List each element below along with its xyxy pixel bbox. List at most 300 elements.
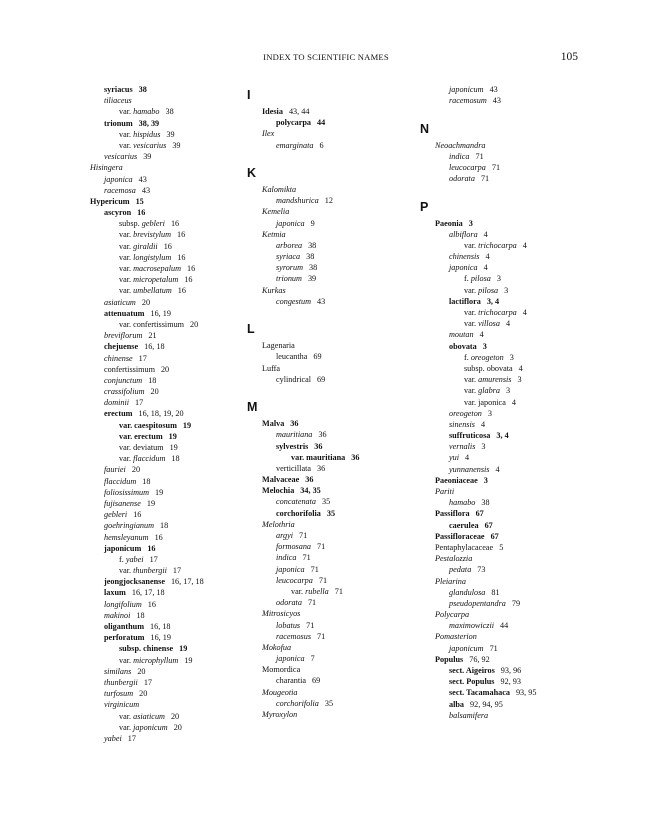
index-entry: [247, 463, 417, 474]
index-entry: [247, 653, 417, 664]
entry-term: Pariti: [435, 487, 455, 496]
entry-term: obovata: [449, 341, 477, 351]
entry-term: var. japonica: [464, 397, 506, 407]
entry-term: japonicum: [449, 85, 484, 94]
index-entry: [247, 664, 417, 675]
index-entry: [420, 318, 580, 329]
entry-term: sect. Aigeiros: [449, 666, 495, 675]
index-column-3: [420, 84, 580, 721]
index-entry: [247, 620, 417, 631]
entry-pages: 3: [487, 408, 492, 418]
spacer: [247, 385, 417, 396]
index-column-2: [247, 84, 417, 720]
entry-term: var. confertissimum: [119, 319, 185, 329]
entry-term: var. deviatum: [119, 443, 164, 452]
entry-term: leucantha: [276, 352, 308, 362]
index-entry: [247, 351, 417, 362]
entry-term: trionum: [276, 274, 302, 284]
entry-term: jeongjocksanense: [104, 577, 165, 587]
entry-pages: 3: [517, 375, 522, 385]
entry-pages: 36: [314, 441, 323, 451]
entry-pages: 17: [149, 554, 158, 564]
entry-term: perforatum: [104, 633, 145, 643]
entry-term: lactiflora: [449, 296, 481, 306]
entry-term: indica: [276, 553, 297, 563]
entry-term: chinense: [104, 353, 133, 363]
entry-term: trionum: [104, 118, 133, 128]
entry-term: polycarpa: [276, 118, 312, 128]
index-entry: [420, 643, 580, 654]
entry-term: conjunctum: [104, 375, 143, 385]
entry-term: japonicum: [104, 543, 142, 553]
entry-term: albiflora: [449, 229, 478, 239]
entry-pages: 20: [160, 364, 170, 374]
entry-term: oreogeton: [449, 408, 482, 418]
entry-term: var. giraldii: [119, 241, 158, 251]
section-letter: I: [247, 88, 251, 102]
entry-term: oliganthum: [104, 622, 145, 631]
index-entry: [247, 240, 417, 251]
index-entry: [75, 476, 240, 487]
index-entry: [420, 151, 580, 162]
index-entry: [247, 508, 417, 519]
entry-pages: 71: [310, 564, 319, 574]
entry-term: var. trichocarpa: [464, 308, 517, 317]
entry-pages: 34, 35: [300, 486, 321, 496]
entry-pages: 16: [163, 241, 172, 251]
entry-term: Polycarpa: [435, 610, 470, 620]
entry-term: pseudopentandra: [449, 598, 506, 608]
index-entry: [75, 207, 240, 218]
entry-pages: 17: [138, 353, 147, 363]
entry-pages: 20: [150, 387, 159, 397]
entry-pages: 44: [317, 118, 326, 128]
entry-term: japonica: [449, 263, 478, 273]
index-entry: [247, 687, 417, 698]
entry-pages: 73: [477, 565, 486, 575]
entry-pages: 9: [310, 218, 315, 228]
index-entry: [247, 564, 417, 575]
entry-pages: 16, 18, 19, 20: [138, 409, 184, 419]
entry-pages: 19: [179, 644, 188, 654]
index-entry: [75, 353, 240, 364]
entry-term: glandulosa: [449, 587, 486, 597]
index-entry: [247, 206, 417, 217]
entry-term: pedata: [449, 565, 472, 575]
index-entry: [75, 95, 240, 106]
entry-term: var. glabra: [464, 386, 500, 396]
page-header: [0, 52, 652, 66]
index-entry: [420, 84, 580, 95]
entry-pages: 12: [324, 196, 333, 206]
entry-term: chinensis: [449, 252, 480, 262]
index-entry: [247, 128, 417, 139]
entry-pages: 44: [500, 621, 509, 631]
entry-pages: 5: [499, 542, 504, 552]
entry-pages: 16: [133, 510, 142, 520]
entry-term: odorata: [276, 598, 302, 608]
entry-pages: 71: [298, 531, 308, 540]
entry-term: gebleri: [104, 510, 128, 520]
entry-term: hemsleyanum: [104, 532, 149, 542]
entry-term: fauriei: [104, 465, 126, 475]
index-entry: [420, 307, 580, 318]
entry-pages: 36: [305, 475, 314, 485]
index-entry: [75, 297, 240, 308]
entry-term: Pleiarina: [435, 576, 466, 586]
entry-term: maximowiczii: [449, 621, 495, 631]
entry-pages: 3: [504, 285, 509, 295]
index-entry: [420, 464, 580, 475]
entry-pages: 38: [306, 252, 315, 262]
index-entry: [75, 330, 240, 341]
entry-term: emarginata: [276, 140, 314, 150]
index-entry: [247, 374, 417, 385]
entry-term: foliosissimum: [104, 487, 150, 497]
index-entry: [75, 431, 240, 442]
index-entry: [247, 296, 417, 307]
entry-pages: 67: [484, 520, 493, 530]
entry-pages: 36: [317, 463, 326, 473]
index-entry: [75, 576, 240, 587]
index-entry: [247, 631, 417, 642]
index-entry: [75, 532, 240, 543]
entry-pages: 4: [495, 464, 500, 474]
entry-pages: 38: [309, 263, 318, 273]
index-entry: [420, 408, 580, 419]
index-entry: [420, 140, 580, 151]
entry-term: chejuense: [104, 342, 139, 352]
entry-term: Mokofua: [262, 642, 292, 652]
index-entry: [420, 262, 580, 273]
entry-pages: 67: [490, 531, 499, 541]
index-entry: [75, 498, 240, 509]
entry-term: goehringianum: [104, 521, 155, 531]
index-entry: [420, 329, 580, 340]
index-entry: [75, 554, 240, 565]
entry-pages: 20: [141, 297, 151, 307]
entry-term: syriacus: [104, 85, 133, 94]
entry-term: var. japonicum: [119, 722, 168, 732]
entry-term: var. rubella: [291, 586, 329, 596]
entry-term: mauritiana: [276, 430, 313, 440]
entry-term: suffruticosa: [449, 431, 491, 441]
index-entry: [75, 722, 240, 733]
index-entry: [75, 319, 240, 330]
index-entry: [420, 419, 580, 430]
entry-term: confertissimum: [104, 364, 155, 374]
entry-term: Ketmia: [262, 229, 286, 239]
index-entry: [420, 273, 580, 284]
entry-pages: 3, 4: [486, 296, 500, 306]
entry-pages: 3: [468, 218, 473, 228]
index-entry: [247, 229, 417, 240]
entry-pages: 92, 94, 95: [470, 699, 503, 709]
entry-pages: 43: [489, 85, 498, 94]
entry-pages: 16: [187, 264, 196, 273]
entry-pages: 16, 17, 18: [170, 577, 204, 587]
entry-pages: 20: [139, 689, 148, 699]
entry-pages: 4: [522, 240, 527, 250]
index-entry: [420, 598, 580, 609]
entry-term: ascyron: [104, 208, 132, 218]
entry-pages: 93, 95: [515, 688, 537, 698]
index-entry: [420, 676, 580, 687]
entry-term: subsp. obovata: [464, 363, 513, 373]
index-entry: [75, 666, 240, 677]
index-entry: [75, 543, 240, 554]
index-entry: [75, 118, 240, 129]
entry-pages: 38: [481, 498, 490, 508]
index-entry: [75, 140, 240, 151]
entry-term: Idesia: [262, 107, 283, 116]
index-entry: [75, 84, 240, 95]
entry-pages: 4: [522, 308, 527, 317]
entry-pages: 20: [190, 319, 199, 329]
entry-term: japonica: [104, 174, 133, 184]
index-entry: [75, 308, 240, 319]
entry-pages: 4: [483, 263, 488, 273]
index-entry: [75, 106, 240, 117]
entry-pages: 3, 4: [496, 431, 509, 441]
index-entry: [75, 677, 240, 688]
entry-term: Paeoniaceae: [435, 475, 478, 485]
entry-term: asiaticum: [104, 297, 136, 307]
section-letter: N: [420, 121, 430, 136]
index-entry: [247, 218, 417, 229]
entry-term: f. yabei: [119, 554, 144, 564]
index-entry: [247, 485, 417, 496]
entry-pages: 71: [491, 162, 501, 172]
entry-term: var. mauritiana: [291, 452, 346, 462]
entry-term: f. pilosa: [464, 274, 491, 284]
entry-pages: 71: [480, 174, 490, 184]
entry-pages: 16: [177, 230, 186, 240]
entry-term: var. erectum: [119, 431, 163, 441]
entry-pages: 81: [491, 587, 500, 597]
section-letter: M: [247, 400, 258, 415]
entry-pages: 71: [334, 586, 343, 596]
entry-pages: 19: [182, 420, 192, 430]
entry-term: indica: [449, 151, 470, 161]
index-entry: [75, 285, 240, 296]
entry-pages: 38: [308, 240, 317, 250]
spacer: [420, 184, 580, 195]
entry-term: thunbergii: [104, 677, 138, 687]
entry-pages: 18: [160, 521, 169, 531]
entry-term: verticillata: [276, 463, 312, 473]
entry-term: alba: [449, 699, 465, 709]
entry-term: turfosum: [104, 689, 134, 699]
entry-pages: 36: [351, 452, 360, 462]
entry-term: vesicarius: [104, 152, 138, 162]
index-entry: [247, 184, 417, 195]
index-entry: [75, 509, 240, 520]
entry-pages: 92, 93: [500, 677, 521, 687]
index-entry: [420, 162, 580, 173]
index-entry: [75, 241, 240, 252]
index-entry: [247, 552, 417, 563]
entry-pages: 39: [143, 152, 152, 162]
entry-term: vernalis: [449, 442, 476, 452]
index-entry: [247, 474, 417, 485]
index-entry: [75, 487, 240, 498]
index-entry: [75, 397, 240, 408]
entry-pages: 7: [310, 654, 315, 664]
entry-term: Passiflora: [435, 509, 470, 519]
entry-pages: 76, 92: [469, 654, 490, 664]
entry-term: var. villosa: [464, 319, 500, 329]
entry-pages: 19: [184, 655, 193, 665]
entry-pages: 3: [483, 475, 488, 485]
entry-term: var. microphyllum: [119, 655, 179, 665]
entry-term: Pestalozzia: [435, 554, 473, 564]
entry-term: yunnanensis: [449, 464, 490, 474]
entry-pages: 3: [482, 341, 487, 351]
index-entry: [420, 95, 580, 106]
entry-pages: 16, 17, 18: [131, 588, 165, 598]
entry-term: Ilex: [262, 129, 275, 139]
entry-term: var. amurensis: [464, 375, 512, 385]
entry-term: Malva: [262, 419, 285, 429]
entry-term: var. thunbergii: [119, 566, 167, 576]
entry-pages: 4: [485, 252, 490, 262]
index-entry: [420, 710, 580, 721]
entry-term: charantia: [276, 676, 306, 686]
index-entry: [75, 688, 240, 699]
entry-term: yabei: [104, 733, 122, 743]
entry-term: formosana: [276, 542, 312, 552]
index-entry: [75, 733, 240, 744]
entry-term: Populus: [435, 654, 464, 664]
entry-term: Kalomikta: [262, 184, 297, 194]
index-entry: [75, 655, 240, 666]
index-entry: [247, 418, 417, 429]
entry-pages: 43: [138, 174, 147, 184]
entry-term: caerulea: [449, 520, 479, 530]
index-entry: [75, 699, 240, 710]
index-entry: [420, 564, 580, 575]
entry-term: Paeonia: [435, 218, 463, 228]
index-entry: [75, 263, 240, 274]
entry-pages: 69: [312, 676, 321, 686]
entry-term: tiliaceus: [104, 96, 132, 106]
index-entry: [247, 285, 417, 296]
index-entry: [420, 385, 580, 396]
entry-term: Lagenaria: [262, 341, 295, 351]
entry-term: japonica: [276, 654, 305, 664]
entry-pages: 67: [475, 509, 484, 519]
entry-term: Momordica: [262, 665, 301, 675]
index-entry: [420, 497, 580, 508]
entry-pages: 19: [155, 487, 164, 497]
entry-pages: 43, 44: [288, 107, 310, 116]
entry-pages: 39: [307, 274, 317, 284]
index-entry: [420, 609, 580, 620]
entry-pages: 20: [173, 722, 182, 732]
entry-pages: 71: [317, 542, 326, 552]
index-entry: [75, 218, 240, 229]
entry-pages: 3: [496, 274, 501, 284]
index-entry: [75, 174, 240, 185]
entry-term: sylvestris: [276, 441, 309, 451]
index-entry: [420, 531, 580, 542]
entry-term: syriaca: [276, 252, 301, 262]
index-entry: [75, 621, 240, 632]
entry-pages: 93, 96: [500, 666, 522, 675]
entry-term: leucocarpa: [449, 162, 486, 172]
entry-term: Malvaceae: [262, 475, 300, 485]
index-entry: [420, 173, 580, 184]
index-entry: [247, 597, 417, 608]
entry-pages: 36: [318, 430, 327, 440]
index-entry: [247, 452, 417, 463]
index-entry: [75, 229, 240, 240]
entry-term: subsp. gebleri: [119, 219, 165, 229]
index-entry: [247, 698, 417, 709]
entry-pages: 16: [177, 252, 186, 262]
running-title: INDEX TO SCIENTIFIC NAMES: [263, 52, 389, 62]
entry-term: Kemelia: [262, 207, 290, 217]
entry-pages: 35: [326, 508, 336, 518]
entry-term: japonicum: [449, 643, 484, 653]
entry-term: arborea: [276, 240, 303, 250]
section-letter: L: [247, 322, 255, 337]
entry-term: breviflorum: [104, 331, 143, 341]
entry-pages: 71: [489, 643, 498, 653]
index-entry: [420, 441, 580, 452]
entry-pages: 69: [313, 352, 322, 362]
entry-pages: 16: [184, 275, 193, 285]
index-entry: [247, 541, 417, 552]
entry-pages: 71: [306, 620, 315, 630]
spacer: [247, 307, 417, 318]
index-entry: [420, 218, 580, 229]
entry-pages: 20: [170, 711, 180, 721]
index-entry: [75, 464, 240, 475]
entry-pages: 16, 18: [144, 342, 165, 352]
index-entry: [420, 374, 580, 385]
entry-term: var. flaccidum: [119, 454, 166, 464]
entry-term: balsamifera: [449, 710, 489, 720]
entry-pages: 17: [127, 733, 136, 743]
index-entry: [247, 140, 417, 151]
index-entry: [420, 665, 580, 676]
entry-term: Melochia: [262, 486, 295, 496]
index-entry: [75, 643, 240, 654]
entry-term: racemosus: [276, 631, 312, 641]
index-entry: [420, 352, 580, 363]
entry-pages: 16: [147, 599, 156, 609]
entry-pages: 19: [168, 431, 177, 441]
entry-pages: 17: [135, 398, 144, 408]
entry-pages: 71: [317, 631, 326, 641]
index-entry: [75, 386, 240, 397]
entry-term: Neoachmandra: [435, 140, 486, 150]
entry-pages: 21: [148, 331, 157, 341]
entry-pages: 43: [141, 185, 151, 195]
entry-pages: 36: [290, 419, 299, 429]
entry-pages: 69: [317, 374, 326, 384]
entry-pages: 20: [137, 666, 146, 676]
entry-term: Mitrosicyos: [262, 609, 301, 619]
index-entry: [420, 430, 580, 441]
index-entry: [247, 675, 417, 686]
index-entry: [420, 542, 580, 553]
spacer: [247, 151, 417, 162]
section-letter: P: [420, 199, 429, 214]
entry-pages: 4: [505, 319, 511, 329]
